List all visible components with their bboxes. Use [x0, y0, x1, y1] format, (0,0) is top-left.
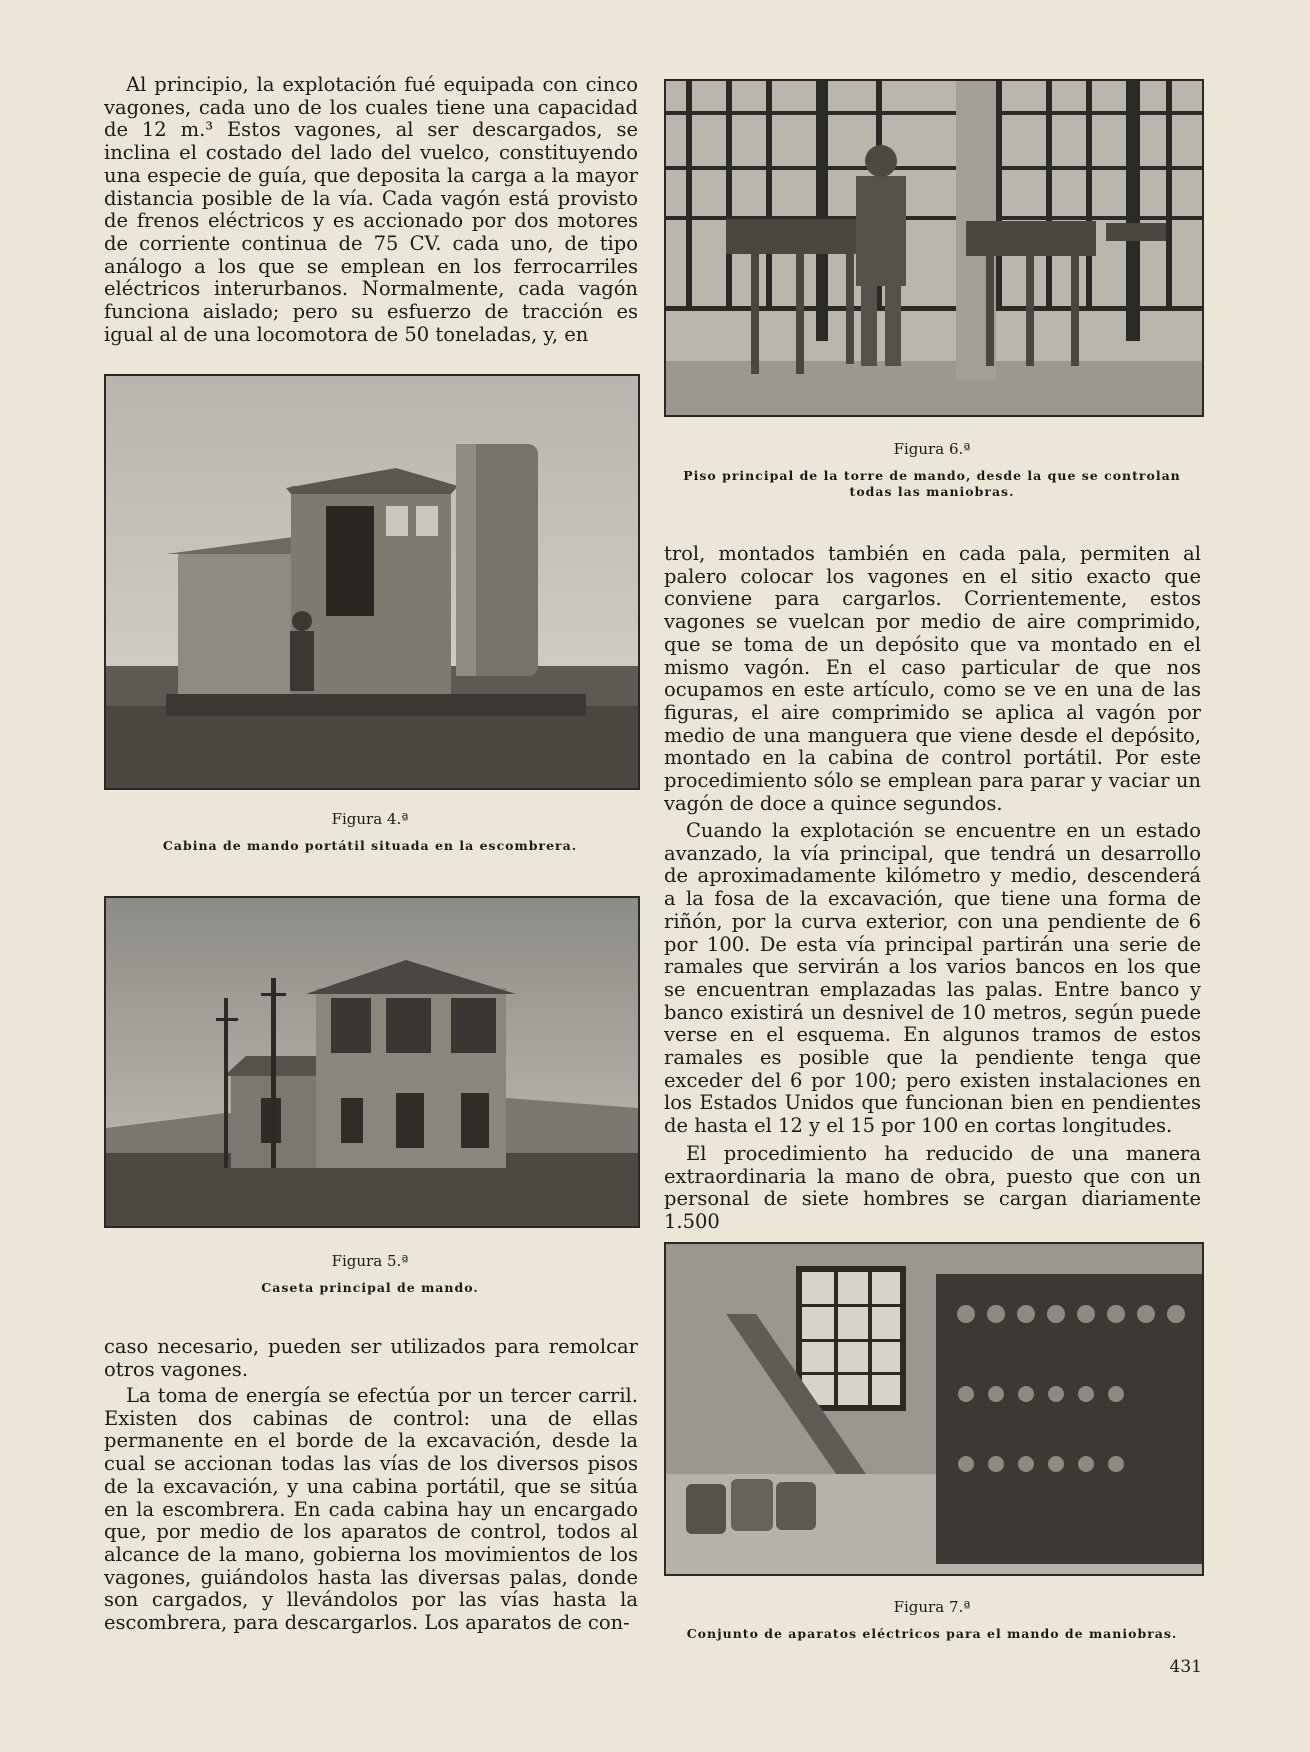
paragraph-intro-wagons: Al principio, la explotación fué equipada con cinco vagones, cada uno de los cuales tiene una capacidad de 12 m.³ Estos vagones, al ser descargados, se inclina el costado del lado del vuelco, constituyendo una especie de guía, que deposita la carga a la mayor distancia posible de la vía. Cada vagón está provisto de frenos eléctricos y es accionado por dos motores de corriente continua de 75 CV. cada uno, de tipo análogo a los que se emplean en los ferrocarriles eléctricos interurbanos. Normalmente, cada vagón funciona aislado; pero su esfuerzo de tracción es igual al de una locomotora de 50 toneladas, y, en: [104, 73, 638, 346]
paragraph-main-track: Cuando la explotación se encuentre en un estado avanzado, la vía principal, que tendrá un desarrollo de aproximadamente kilómetro y medio, descenderá a la fosa de la excavación, que tiene una forma de riñón, por la curva exterior, con una pendiente de 6 por 100. De esta vía principal partirán una serie de ramales que servirán a los varios bancos en los que se encuentran emplazadas las palas. Entre banco y banco existirá un desnivel de 10 metros, según puede verse en el esquema. En algunos tramos de estos ramales es posible que la pendiente tenga que exceder del 6 por 100; pero existen instalaciones en los Estados Unidos que funcionan bien en pendientes de hasta el 12 y el 15 por 100 en cortas longitudes.: [664, 819, 1201, 1138]
figure-6-number: Figura 6.ª: [893, 440, 971, 458]
figure-5-number: Figura 5.ª: [331, 1252, 409, 1270]
paragraph-towing: caso necesario, pueden ser utilizados para remolcar otros vagones.: [104, 1335, 638, 1381]
page-number: 431: [1169, 1657, 1202, 1677]
figure-6-photo: [664, 79, 1204, 417]
figure-7-caption: Conjunto de aparatos eléctricos para el mando de maniobras.: [686, 1626, 1178, 1641]
figure-5-photo: [104, 896, 640, 1228]
figure-4-photo: [104, 374, 640, 790]
figure-6-caption: Piso principal de la torre de mando, desde la que se controlan todas las maniobras.: [683, 468, 1181, 499]
figure-7-number: Figura 7.ª: [893, 1598, 971, 1616]
figure-4-number: Figura 4.ª: [331, 810, 409, 828]
figure-4-caption: Cabina de mando portátil situada en la escombrera.: [162, 838, 578, 853]
figure-7-photo: [664, 1242, 1204, 1576]
paragraph-labour: El procedimiento ha reducido de una manera extraordinaria la mano de obra, puesto que con un personal de siete hombres se cargan diariamente 1.500: [664, 1142, 1201, 1234]
paragraph-control-devices: trol, montados también en cada pala, permiten al palero colocar los vagones en el sitio exacto que conviene para cargarlos. Corrientemente, estos vagones se vuelcan por medio de aire comprimido, que se toma de un depósito que va montado en el mismo vagón. En el caso particular de que nos ocupamos en este artículo, como se ve en una de las figuras, el aire comprimido se aplica al vagón por medio de una manguera que viene desde el depósito, montado en la cabina de control portátil. Por este procedimiento sólo se emplean para parar y vaciar un vagón de doce a quince segundos.: [664, 542, 1201, 815]
paragraph-power-supply: La toma de energía se efectúa por un tercer carril. Existen dos cabinas de control: una de ellas permanente en el borde de la excavación, desde la cual se accionan todas las vías de los diversos pisos de la excavación, y una cabina portátil, que se sitúa en la escombrera. En cada cabina hay un encargado que, por medio de los aparatos de control, todos al alcance de la mano, gobierna los movimientos de los vagones, guiándolos hasta las diversas palas, donde son cargados, y llevándolos por las vías hasta la escombrera, para descargarlos. Los aparatos de con-: [104, 1384, 638, 1635]
figure-5-caption: Caseta principal de mando.: [261, 1280, 479, 1295]
